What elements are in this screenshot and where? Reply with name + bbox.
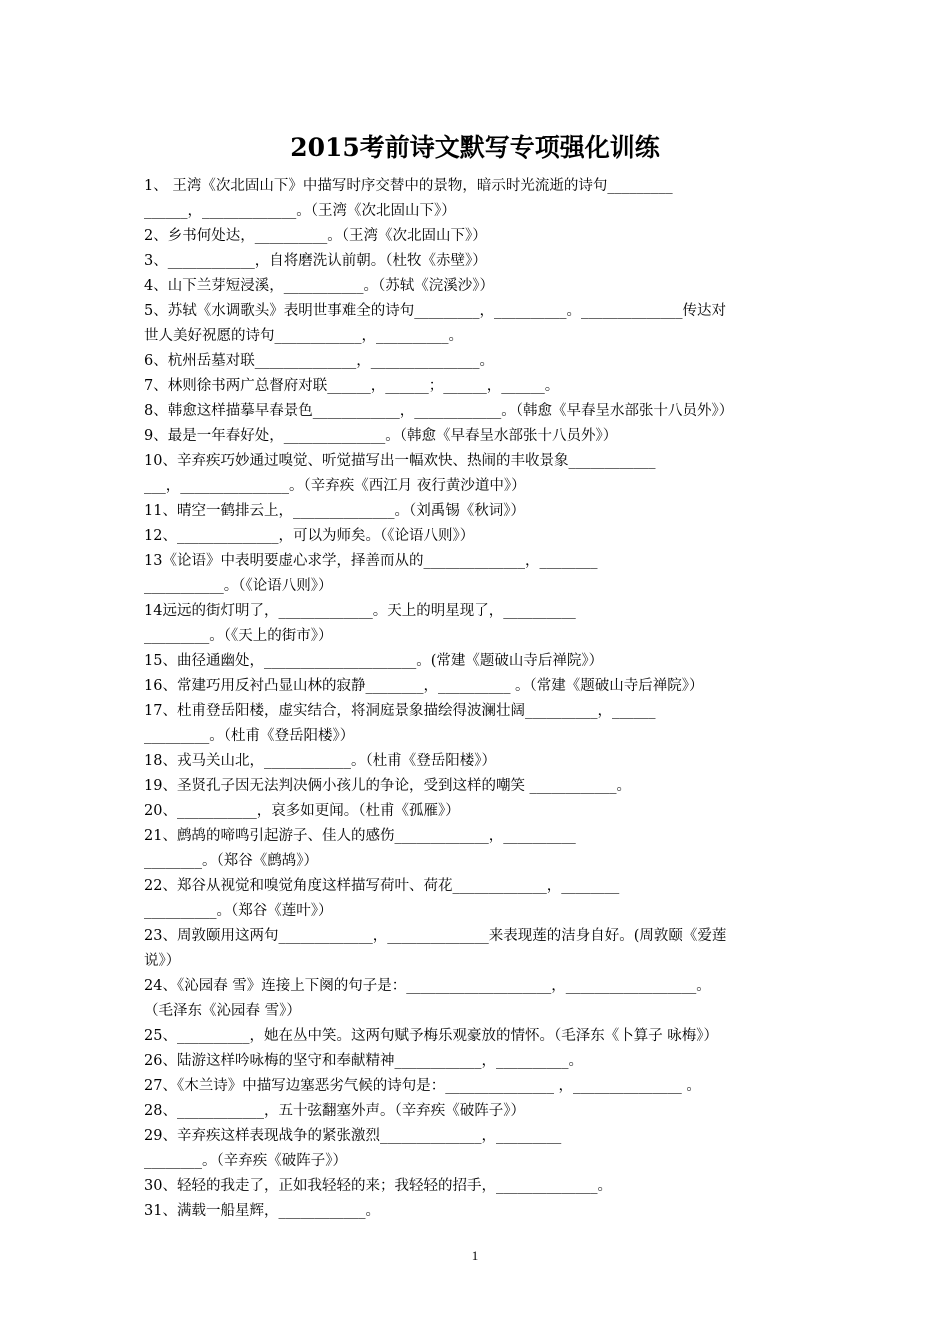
exercise-line: 22、郑谷从视觉和嗅觉角度这样描写荷叶、荷花_____________，________ bbox=[144, 878, 620, 894]
exercise-line: 14远远的街灯明了，_____________。天上的明星现了，__________ bbox=[144, 603, 576, 619]
exercise-line: 18、戎马关山北，____________。（杜甫《登岳阳楼》） bbox=[144, 753, 496, 769]
exercise-line: ________。（郑谷《鹧鸪》） bbox=[144, 853, 318, 869]
exercise-line: 2、乡书何处达，__________。（王湾《次北固山下》） bbox=[144, 228, 487, 244]
exercise-line: _________。（《天上的街市》） bbox=[144, 628, 333, 644]
exercise-line: 23、周敦颐用这两句_____________，______________来表现莲的洁身自好。(周敦颐《爱莲 bbox=[144, 928, 727, 944]
exercise-line: 7、林则徐书两广总督府对联______，______；______，______。 bbox=[144, 378, 560, 394]
exercise-line: 说》） bbox=[144, 953, 181, 969]
exercise-line: 13《论语》中表明要虚心求学，择善而从的______________，________ bbox=[144, 553, 598, 569]
exercise-line: 31、满载一船星辉，____________。 bbox=[144, 1203, 380, 1219]
exercise-line: __________。（郑谷《莲叶》） bbox=[144, 903, 333, 919]
exercise-line: 20、___________，哀多如更闻。（杜甫《孤雁》） bbox=[144, 803, 460, 819]
exercise-line: 世人美好祝愿的诗句____________，__________。 bbox=[144, 328, 463, 344]
exercise-line: 29、辛弃疾这样表现战争的紧张激烈______________，_________ bbox=[144, 1128, 562, 1144]
exercise-line: 30、轻轻的我走了，正如我轻轻的来；我轻轻的招手，______________。 bbox=[144, 1178, 612, 1194]
exercise-line: _________。（杜甫《登岳阳楼》） bbox=[144, 728, 355, 744]
exercise-line: 3、____________，自将磨洗认前朝。（杜牧《赤壁》） bbox=[144, 253, 487, 269]
exercise-line: 27、《木兰诗》中描写边塞恶劣气候的诗句是：_______________ ，_______________ 。 bbox=[144, 1078, 701, 1094]
exercise-line: ________。（辛弃疾《破阵子》） bbox=[144, 1153, 347, 1169]
exercise-line: ___________。（《论语八则》） bbox=[144, 578, 333, 594]
exercise-line: 5、苏轼《水调歌头》表明世事难全的诗句_________，__________。______________传达对 bbox=[144, 303, 726, 319]
exercise-line: 1、 王湾《次北固山下》中描写时序交替中的景物，暗示时光流逝的诗句_________ bbox=[144, 178, 673, 194]
exercise-line: 21、鹧鸪的啼鸣引起游子、佳人的感伤_____________，__________ bbox=[144, 828, 576, 844]
exercise-line: 25、__________，她在丛中笑。这两句赋予梅乐观豪放的情怀。（毛泽东《卜算子 咏梅》） bbox=[144, 1028, 719, 1044]
exercise-line: ___，_______________。（辛弃疾《西江月 夜行黄沙道中》） bbox=[144, 478, 526, 494]
exercise-line: 26、陆游这样吟咏梅的坚守和奉献精神____________，__________。 bbox=[144, 1053, 583, 1069]
exercise-line: 4、山下兰芽短浸溪，___________。（苏轼《浣溪沙》） bbox=[144, 278, 494, 294]
exercise-line: 8、韩愈这样描摹早春景色____________，____________。（韩愈《早春呈水部张十八员外》） bbox=[144, 403, 734, 419]
exercise-line: ______，_____________。（王湾《次北固山下》） bbox=[144, 203, 456, 219]
exercise-line: 24、《沁园春 雪》连接上下阕的句子是：____________________，__________________。 bbox=[144, 978, 711, 994]
exercise-line: 11、晴空一鹤排云上，______________。（刘禹锡《秋词》） bbox=[144, 503, 525, 519]
exercise-line: 19、圣贤孔子因无法判决俩小孩儿的争论，受到这样的嘲笑 ____________。 bbox=[144, 778, 632, 794]
exercise-line: 15、曲径通幽处，_____________________。(常建《题破山寺后禅院》） bbox=[144, 653, 604, 669]
page-title: 2015考前诗文默写专项强化训练 bbox=[290, 133, 660, 162]
exercise-list bbox=[144, 174, 816, 1224]
exercise-line: 28、____________，五十弦翻塞外声。（辛弃疾《破阵子》） bbox=[144, 1103, 525, 1119]
exercise-line: 12、______________，可以为师矣。（《论语八则》） bbox=[144, 528, 475, 544]
exercise-line: 17、杜甫登岳阳楼，虚实结合，将洞庭景象描绘得波澜壮阔__________，______ bbox=[144, 703, 656, 719]
exercise-line: 10、辛弃疾巧妙通过嗅觉、听觉描写出一幅欢快、热闹的丰收景象____________ bbox=[144, 453, 656, 469]
exercise-line: 9、最是一年春好处，______________。（韩愈《早春呈水部张十八员外》） bbox=[144, 428, 618, 444]
exercise-line: 16、常建巧用反衬凸显山林的寂静________，__________ 。（常建《题破山寺后禅院》） bbox=[144, 678, 704, 694]
exercise-line: （毛泽东《沁园春 雪》） bbox=[144, 1003, 301, 1019]
page-number: 1 bbox=[471, 1248, 479, 1263]
exercise-line: 6、杭州岳墓对联______________，_______________。 bbox=[144, 353, 494, 369]
